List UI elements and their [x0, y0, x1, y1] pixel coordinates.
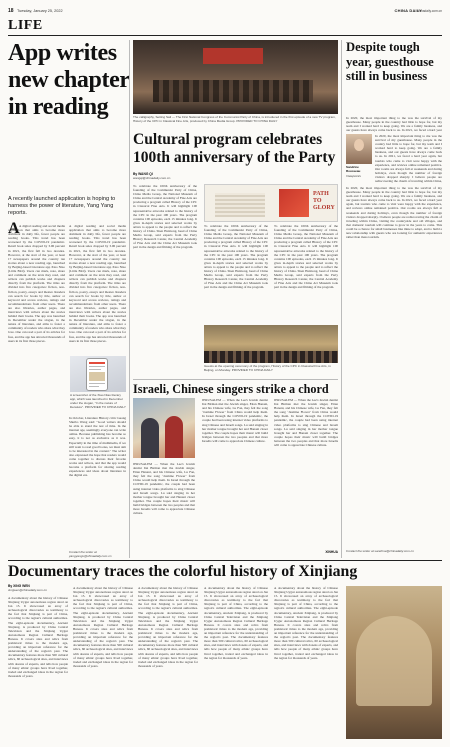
promo-figure	[215, 193, 265, 217]
drop-cap: A	[8, 220, 20, 237]
ceremony-photo	[204, 325, 338, 363]
section-rule	[8, 35, 442, 36]
ceremony-caption: Guests at the opening ceremony of the program, History of the CPC in Classical Fine Arts, in Beijing, on Monday. PROVIDED TO CHINA DAILY	[204, 364, 331, 372]
hall-banner	[203, 48, 263, 64]
column-divider	[129, 40, 130, 558]
xinjiang-headline: Documentary traces the colorful history of Xinjiang	[8, 563, 358, 580]
xinjiang-body-col1: A documentary about the history of Chinese Xinjiang Uygur autonomous region aired on Jan 15. It showcased an array of archaeological discoveries as testimony to the fact that Xinjiang is part of China, according to the region's cultural authorities. The eight-episode documentary, Ancient Xinjiang, is produced by China Central Television and the Xinjiang Uygur Autonomous Region Cultural Heritage Bureau. It covers sites and relics from prehistoric times to the modern age, providing an important reference for the understanding of the region's past. The documentary features more than 500 cultural relics, 60 archaeological sites, and interviews with dozens of experts, and tells how people of many ethnic groups have lived together, traded and exchanged ideas in the region for thousands of years.	[8, 596, 68, 678]
culture-email: wangqi@chinadaily.com.cn	[133, 176, 171, 180]
culture-body-col2: To celebrate the 100th anniversary of the founding of the Communist Party of China, China Media Group, the National Museum of China and the Central Academy of Fine Arts are producing a program called History of the CPC in Classical Fine Arts. It will highlight 100 representative artworks related to the history of the CPC in the past 100 years. The program contains 100 episodes, each 15 minutes long. It gives in-depth stories and selected works by artists to appeal to the people and to reflect the history of China. Shen Haixiong, head of China Media Group, said experts from the Party History Research Center, the Central Academy of Fine Arts and the China Art Museum took part in the design and filming of the program.	[204, 224, 268, 290]
hall-figures	[153, 80, 313, 102]
xinjiang-body-col2: A documentary about the history of Chinese Xinjiang Uygur autonomous region aired on Jan 15. It showcased an array of archaeological discoveries as testimony to the fact that Xinjiang is part of China, according to the region's cultural authorities. The eight-episode documentary, Ancient Xinjiang, is produced by China Central Television and the Xinjiang Uygur Autonomous Region Cultural Heritage Bureau. It covers sites and relics from prehistoric times to the modern age, providing an important reference for the understanding of the region's past. The documentary features more than 500 cultural relics, 60 archaeological sites, and interviews with dozens of experts, and tells how people of many ethnic groups have lived together, traded and exchanged ideas in the region for thousands of years.	[73, 586, 133, 668]
sidebar-divider	[341, 40, 342, 558]
lead-standfirst: A recently launched application is hoping to harness the power of literature, Yang Yang reports.	[8, 196, 116, 216]
lead-body-col1: A digital reading and social media application that aims to become more dominant in daily life, fewer people are reading books. This trend has been worsened by the COVID-19 pandemic. Retail book sales dropped by 3.06 percent in 2021, the first fall in two decades. However, at the start of the year, at least 17 newspapers around the country ran stories about a new reading app, launched by Beijing-based Literature app Xiao Niao (Little Bird). Users can mark, note, share and comment on the texts they read, and writers can publish works and chapters directly from the platform. The titles are divided into five categories: fiction, non-fiction, poetry, essays and theater. Readers can search for books by title, author or keyword and access reviews, ratings and recommendations from other users. There are also libraries, author pages, and interviews with writers about the stories behind their books. The app was launched in December under the slogan, in the nature of literature, and aims to foster a community of readers who share what they love. One can read a part of its articles for free, and the app has attracted thousands of users in its first three pieces.	[8, 224, 65, 343]
singers-signoff: XINHUA	[325, 550, 338, 554]
xinjiang-photo	[346, 586, 442, 739]
culture-headline: Cultural program celebrates 100th anniversary of the Party	[133, 131, 336, 166]
column-label: Viewpoints	[346, 174, 361, 178]
issue-date: Tuesday, January 25, 2022	[17, 8, 63, 13]
site-url: chinadaily.com.cn	[416, 8, 442, 13]
promo-title: PATH TO GLORY	[313, 191, 335, 211]
xinjiang-body-col3: A documentary about the history of Chinese Xinjiang Uygur autonomous region aired on Jan 15. It showcased an array of archaeological discoveries as testimony to the fact that Xinjiang is part of China, according to the region's cultural authorities. The eight-episode documentary, Ancient Xinjiang, is produced by China Central Television and the Xinjiang Uygur Autonomous Region Cultural Heritage Bureau. It covers sites and relics from prehistoric times to the modern age, providing an important reference for the understanding of the region's past. The documentary features more than 500 cultural relics, 60 archaeological sites, and interviews with dozens of experts, and tells how people of many ethnic groups have lived together, traded and exchanged ideas in the region for thousands of years.	[138, 586, 198, 668]
singers-top-rule	[133, 379, 338, 380]
singers-photo	[133, 398, 195, 458]
xinjiang-email: xingwen@chinadaily.com.cn	[8, 588, 47, 592]
culture-body-col3: To celebrate the 100th anniversary of the founding of the Communist Party of China, China Media Group, the National Museum of China and the Central Academy of Fine Arts are producing a program called History of the CPC in Classical Fine Arts. It will highlight 100 representative artworks related to the history of the CPC in the past 100 years. The program contains 100 episodes, each 15 minutes long. It gives in-depth stories and selected works by artists to appeal to the people and to reflect the history of China. Shen Haixiong, head of China Media Group, said experts from the Party History Research Center, the Central Academy of Fine Arts and the China Art Museum took part in the design and filming of the program.	[274, 224, 338, 290]
lead-contact: Contact the writer at yangyangs@chinadaily.com.cn	[69, 550, 112, 558]
singers-headline: Israeli, Chinese singers strike a chord	[133, 382, 329, 396]
promo-flag	[279, 189, 309, 217]
calligraphy-caption: The calligraphy, Setting Sail — The First National Congress of the Communist Party of China, is introduced in the first episode of a new TV program, History of the CPC in Classical Fine Arts, produced by China Media Group. PROVIDED TO CHINA DAILY	[133, 115, 336, 123]
sidebar-headline: Despite tough year, guesthouse still in business	[346, 40, 434, 83]
sidebar-contact: Contact the writer at sandrine@chinadaily.com.cn	[346, 549, 414, 553]
app-screenshot-photo	[70, 356, 126, 392]
culture-byline: By WANG QI	[133, 172, 153, 176]
calligraphy-photo	[133, 40, 338, 114]
paper-name: CHINA DAILY	[394, 8, 422, 14]
xinjiang-body-col5: A documentary about the history of Chinese Xinjiang Uygur autonomous region aired on Jan 15. It showcased an array of archaeological discoveries as testimony to the fact that Xinjiang is part of China, according to the region's cultural authorities. The eight-episode documentary, Ancient Xinjiang, is produced by China Central Television and the Xinjiang Uygur Autonomous Region Cultural Heritage Bureau. It covers sites and relics from prehistoric times to the modern age, providing an important reference for the understanding of the region's past. The documentary features more than 500 cultural relics, 60 archaeological sites, and interviews with dozens of experts, and tells how people of many ethnic groups have lived together, traded and exchanged ideas in the region for thousands of years.	[274, 586, 338, 660]
sidebar-body-intro: In 2020, the most important thing to me was the survival of my guesthouse. Many people in the country had little to hope for, but my team and I worked hard to keep going. We are a family business, and our guests have always come back to us. In 2021, we faced a hard year	[346, 116, 442, 132]
xinjiang-top-rule	[8, 560, 442, 561]
singers-body-col3: JERUSALEM — When the Lee's Jewish dentist Itai Birman met the Jewish singer, Eitan Hanani, and his Chinese wife, Lu Fan, they felt the song ‘Jasmine Flower’ from China would help them. In Israel through the COVID-19 pandemic, the couple had been using internet video platforms to sing Chinese and Israeli songs. Lu said singing in her mother tongue brought her and Hanani closer together. The couple hopes their music will build bridges between the two peoples and that more Israelis will come to appreciate Chinese culture.	[274, 398, 338, 448]
sidebar-body-col-beside: In 2020, the most important thing to me was the survival of my guesthouse. Many people in the country had little to hope for, but my team and I worked hard to keep going. We are a family business, and our guests have always come back to us. In 2021, we faced a hard year again, but tourists who came to visit were happy with the experience, and reviews online remained positive. Our rooms are always full at weekends and during holidays, even though the number of foreign visitors dropped sharply. I believe people are rediscovering the charm of traveling within China,	[375, 134, 442, 184]
culture-body-col1: To celebrate the 100th anniversary of the founding of the Communist Party of China, China Media Group, the National Museum of China and the Central Academy of Fine Arts are producing a program called History of the CPC in Classical Fine Arts. It will highlight 100 representative artworks related to the history of the CPC in the past 100 years. The program contains 100 episodes, each 15 minutes long. It gives in-depth stories and selected works by artists to appeal to the people and to reflect the history of China. Shen Haixiong, head of China Media Group, said experts from the Party History Research Center, the Central Academy of Fine Arts and the China Art Museum took part in the design and filming of the program.	[133, 184, 197, 250]
section-title: LIFE	[8, 18, 43, 33]
singers-body-col2: JERUSALEM — When the Lee's Jewish dentist Itai Birman met the Jewish singer, Eitan Hanani, and his Chinese wife, Lu Fan, they felt the song ‘Jasmine Flower’ from China would help them. In Israel through the COVID-19 pandemic, the couple had been using internet video platforms to sing Chinese and Israeli songs. Lu said singing in her mother tongue brought her and Hanani closer together. The couple hopes their music will build bridges between the two peoples and that more Israelis will come to appreciate Chinese culture.	[202, 398, 268, 443]
lead-body2: In October, Literature History critic Guang Shuibo Wang said: "Good writers should be able to stand the test of time. In the internet age, seemingly everyone can write online. Because publishing has become so easy, it is not as exclusive as it was. Especially in the time of multimedia, if we still want to read good books, we must aim to be interested in the content." The writer also expressed the hope that readers would come together to discuss their favorite works and writers, and that the app would become a platform for sharing reading experiences and ideas about literature in the digital era.	[69, 416, 126, 478]
page-number: 18	[8, 8, 14, 14]
columnist-avatar	[346, 134, 372, 164]
masthead	[8, 8, 442, 16]
lead-headline: App writes new chapter in reading	[8, 40, 130, 120]
lead-body-col2: A digital reading and social media application that aims to become more dominant in daily life, fewer people are reading books. This trend has been worsened by the COVID-19 pandemic. Retail book sales dropped by 3.06 percent in 2021, the first fall in two decades. However, at the start of the year, at least 17 newspapers around the country ran stories about a new reading app, launched by Beijing-based Literature app Xiao Niao (Little Bird). Users can mark, note, share and comment on the texts they read, and writers can publish works and chapters directly from the platform. The titles are divided into five categories: fiction, non-fiction, poetry, essays and theater. Readers can search for books by title, author or keyword and access reviews, ratings and recommendations from other users. There are also libraries, author pages, and interviews with writers about the stories behind their books. The app was launched in December under the slogan, in the nature of literature, and aims to foster a community of readers who share what they love. One can read a part of its articles for free, and the app has attracted thousands of users in its first three pieces.	[69, 224, 126, 343]
promo-image	[204, 184, 338, 222]
phone-shape	[86, 358, 108, 391]
columnist-name: Sandrine Rousseau	[346, 165, 361, 173]
app-photo-caption: A screenshot of the Xiao Niao literary app, which was launched in December under the slogan, "In the nature of literature". PROVIDED TO CHINA DAILY	[70, 393, 126, 409]
singers-body-col1: JERUSALEM — When the Lee's Jewish dentist Itai Birman met the Jewish singer, Eitan Hanani, and his Chinese wife, Lu Fan, they felt the song ‘Jasmine Flower’ from China would help them. In Israel through the COVID-19 pandemic, the couple had been using internet video platforms to sing Chinese and Israeli songs. Lu said singing in her mother tongue brought her and Hanani closer together. The couple hopes their music will build bridges between the two peoples and that more Israelis will come to appreciate Chinese culture.	[133, 462, 195, 516]
sidebar-body-main: In 2020, the most important thing to me was the survival of my guesthouse. Many people in the country had little to hope for, but my team and I worked hard to keep going. We are a family business, and our guests have always come back to us. In 2021, we faced a hard year again, but tourists who came to visit were happy with the experience, and reviews online remained positive. Our rooms are always full at weekends and during holidays, even though the number of foreign visitors dropped sharply. I believe people are rediscovering the charm of traveling within China, visiting the countryside and old villages, and that domestic tourism will continue to grow in the years to come. This could be a chance for small businesses like mine to adapt, and to build a new relationship with guests who are looking for authentic experiences rather than mass tourism.	[346, 186, 442, 240]
xinjiang-body-col4: A documentary about the history of Chinese Xinjiang Uygur autonomous region aired on Jan 15. It showcased an array of archaeological discoveries as testimony to the fact that Xinjiang is part of China, according to the region's cultural authorities. The eight-episode documentary, Ancient Xinjiang, is produced by China Central Television and the Xinjiang Uygur Autonomous Region Cultural Heritage Bureau. It covers sites and relics from prehistoric times to the modern age, providing an important reference for the understanding of the region's past. The documentary features more than 500 cultural relics, 60 archaeological sites, and interviews with dozens of experts, and tells how people of many ethnic groups have lived together, traded and exchanged ideas in the region for thousands of years.	[204, 586, 268, 660]
xinjiang-byline: By XING WEN	[8, 584, 30, 588]
